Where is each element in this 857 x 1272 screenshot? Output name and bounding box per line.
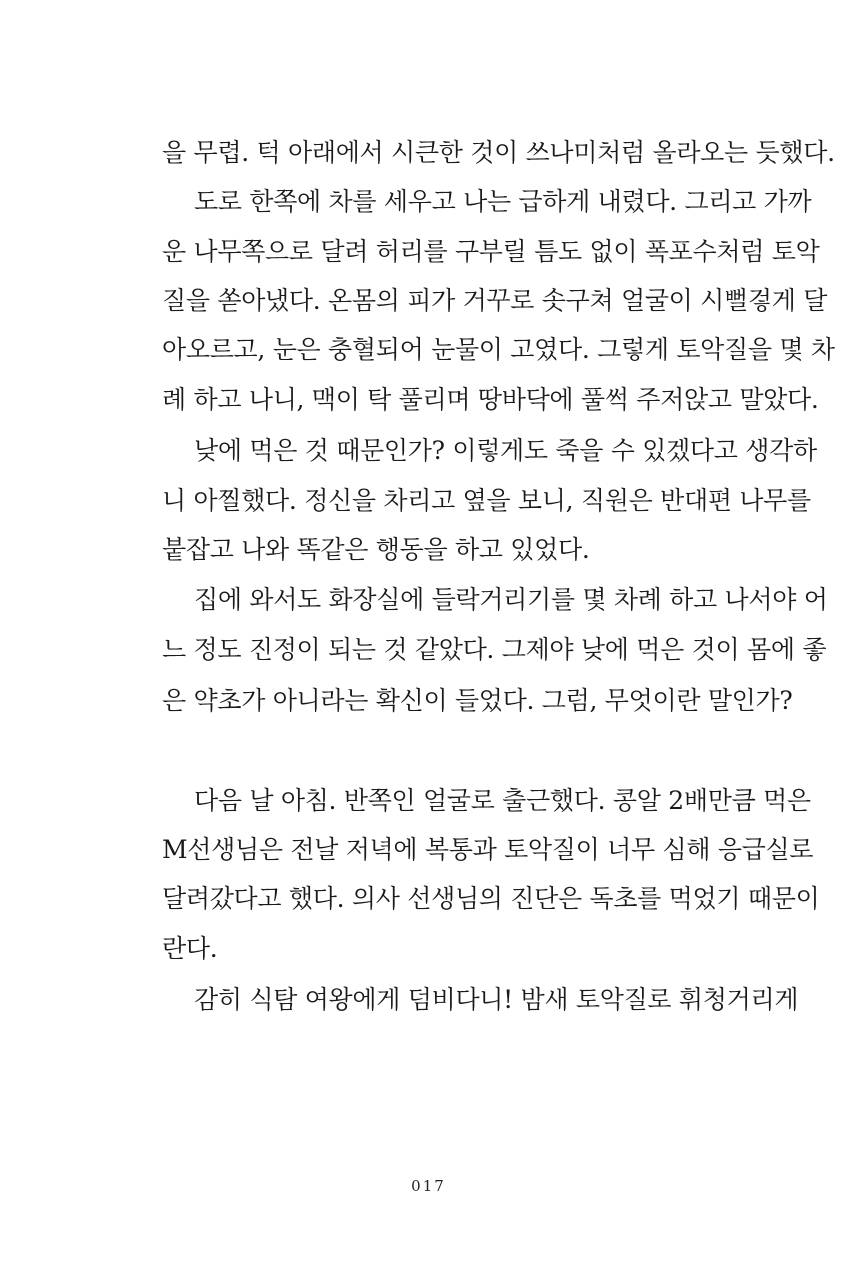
text-line: 느 정도 진정이 되는 것 같았다. 그제야 낮에 먹은 것이 몸에 좋	[162, 635, 827, 664]
text-line: 아오르고, 눈은 충혈되어 눈물이 고였다. 그렇게 토악질을 몇 차	[162, 335, 835, 364]
text-line: 달려갔다고 했다. 의사 선생님의 진단은 독초를 먹었기 때문이	[162, 884, 820, 913]
text-line: 붙잡고 나와 똑같은 행동을 하고 있었다.	[162, 535, 590, 564]
text-line: 을 무렵. 턱 아래에서 시큰한 것이 쓰나미처럼 올라오는 듯했다.	[162, 138, 835, 167]
text-line: 운 나무쪽으로 달려 허리를 구부릴 틈도 없이 폭포수처럼 토악	[162, 237, 820, 266]
text-line: 감히 식탐 여왕에게 덤비다니! 밤새 토악질로 휘청거리게	[194, 985, 799, 1014]
text-line: 은 약초가 아니라는 확신이 들었다. 그럼, 무엇이란 말인가?	[162, 686, 793, 715]
text-line: 니 아찔했다. 정신을 차리고 옆을 보니, 직원은 반대편 나무를	[162, 486, 811, 515]
text-line: M선생님은 전날 저녁에 복통과 토악질이 너무 심해 응급실로	[162, 835, 814, 864]
text-line: 란다.	[162, 934, 218, 963]
text-line: 례 하고 나니, 맥이 탁 풀리며 땅바닥에 풀썩 주저앉고 말았다.	[162, 385, 819, 414]
page-number: 017	[411, 1177, 446, 1195]
text-line: 질을 쏟아냈다. 온몸의 피가 거꾸로 솟구쳐 얼굴이 시뻘겋게 달	[162, 286, 828, 315]
text-line: 집에 와서도 화장실에 들락거리기를 몇 차례 하고 나서야 어	[194, 585, 828, 614]
text-line: 낮에 먹은 것 때문인가? 이렇게도 죽을 수 있겠다고 생각하	[194, 436, 817, 465]
text-line: 도로 한쪽에 차를 세우고 나는 급하게 내렸다. 그리고 가까	[194, 187, 812, 216]
text-line: 다음 날 아침. 반쪽인 얼굴로 출근했다. 콩알 2배만큼 먹은	[194, 786, 811, 815]
